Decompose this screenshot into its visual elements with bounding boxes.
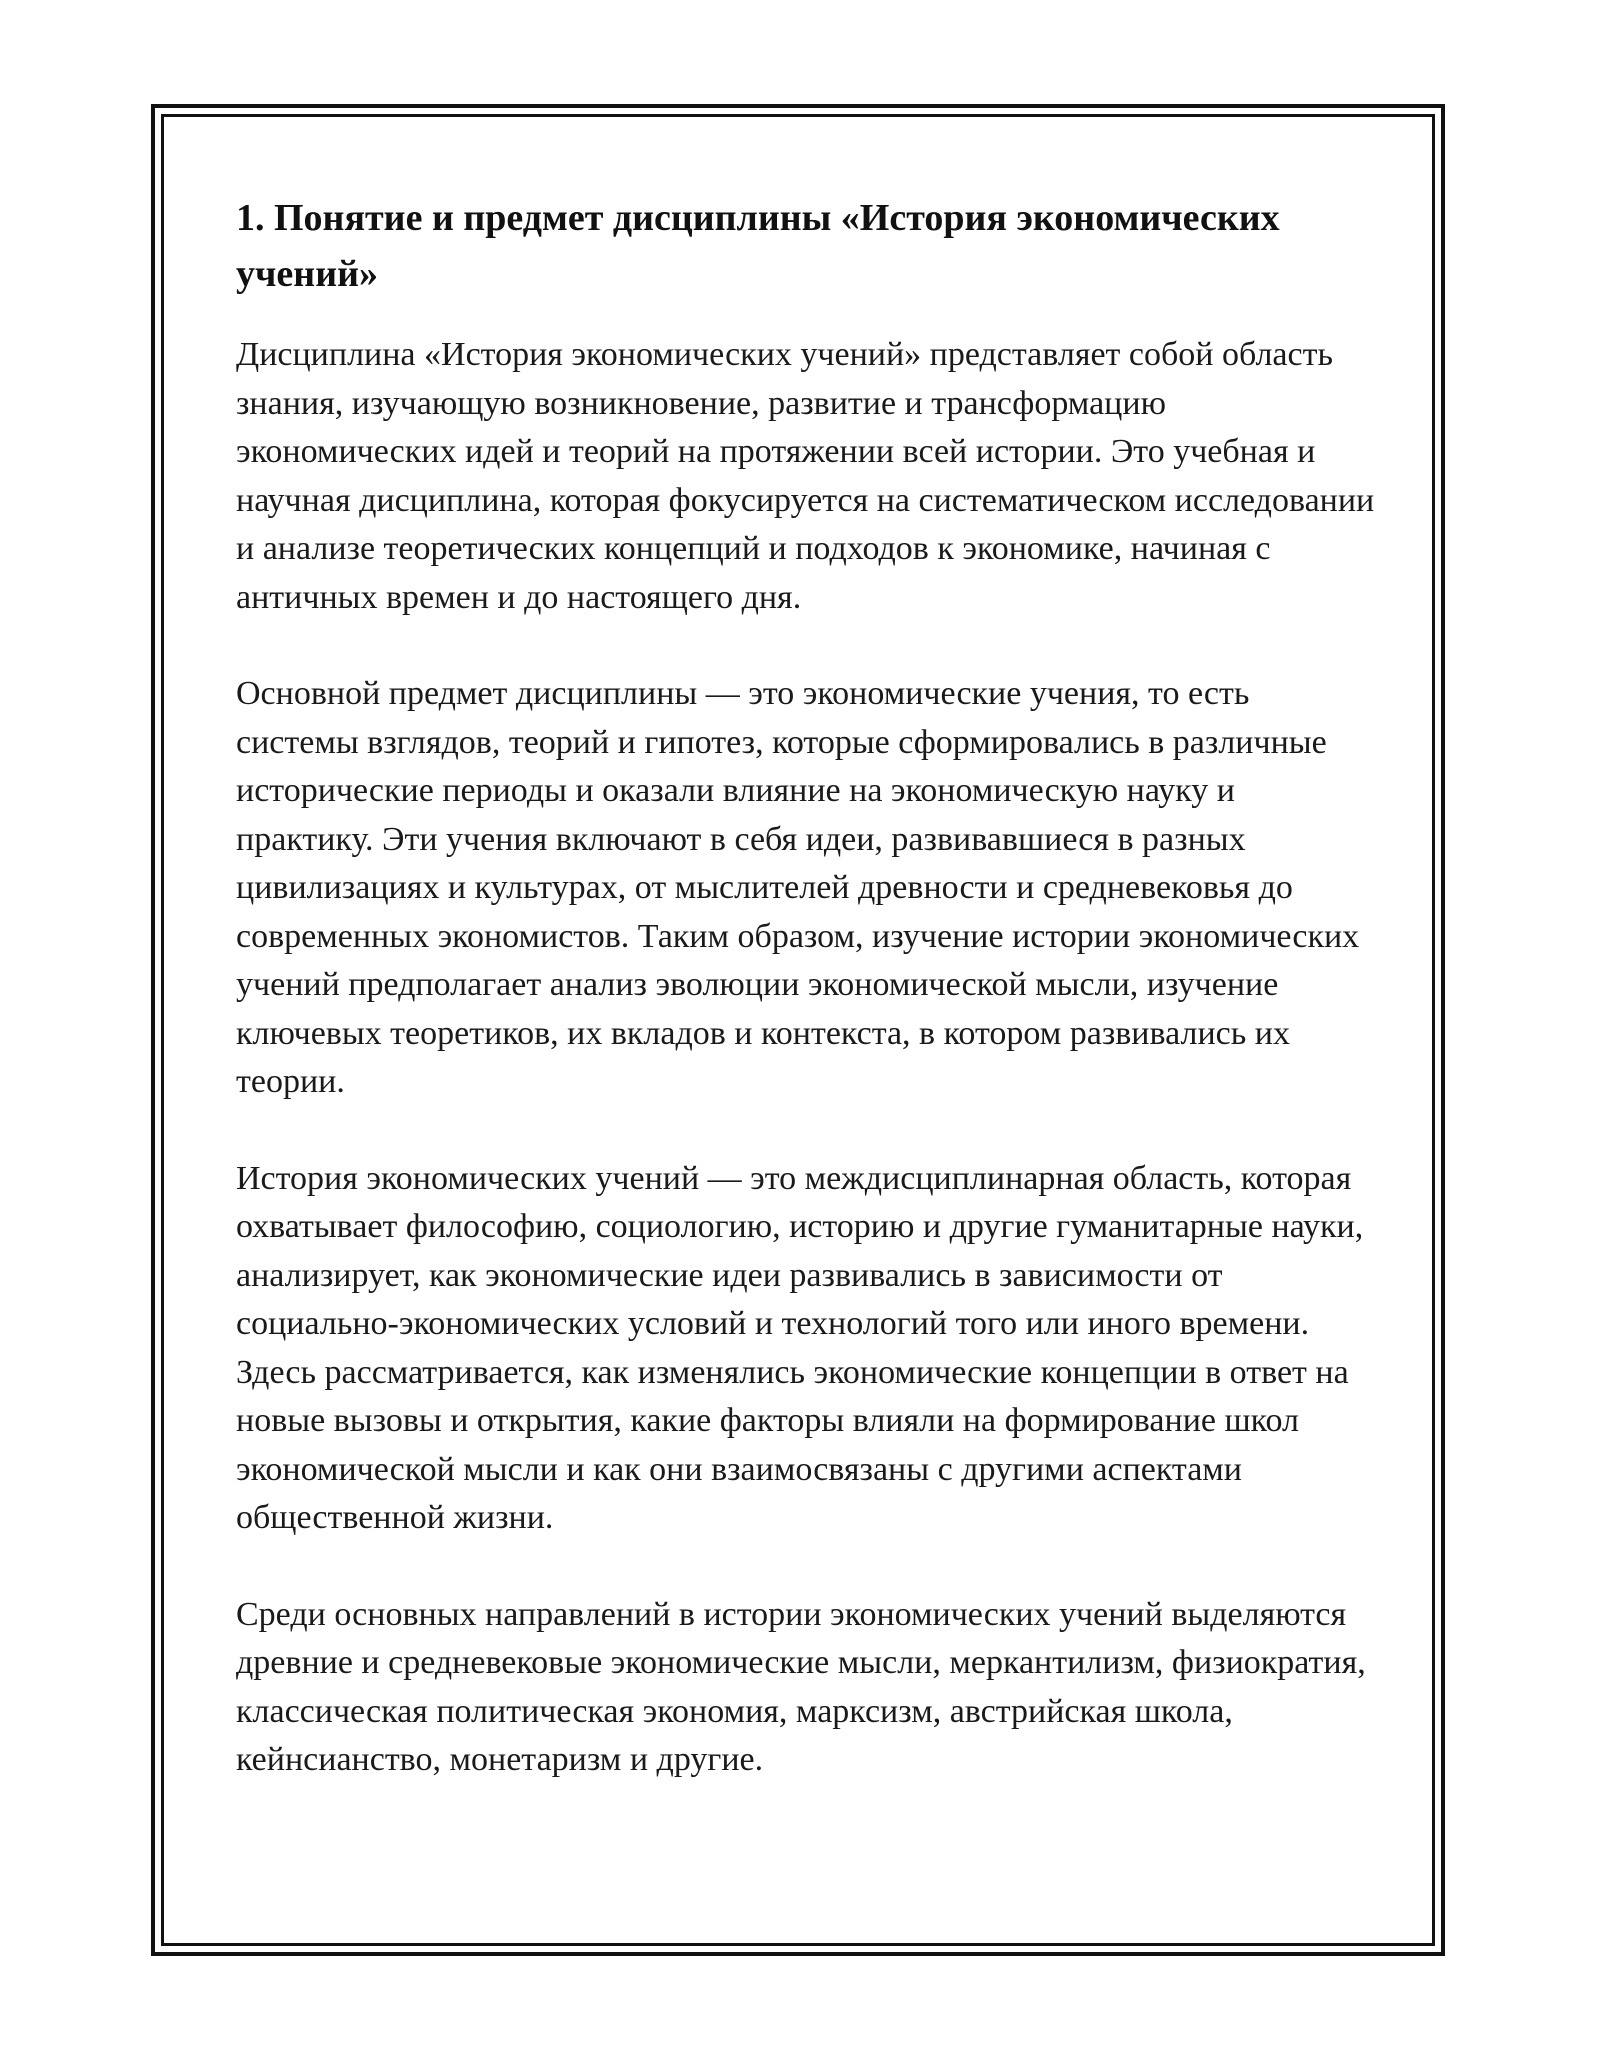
paragraph-4: Среди основных направлений в истории экономических учений выделяются древние и средневековые экономические мысли, меркантилизм, физиократия, классическая политическая экономия, марксизм, австрийская школа, кейнсианство, монетаризм и другие. — [236, 1595, 1366, 1778]
paragraph-3: История экономических учений — это междисциплинарная область, которая охватывает философию, социологию, историю и другие гуманитарные науки, анализирует, как экономические идеи развивались в зависимости от социально-экономических условий и технологий того или иного времени. Здесь рассматривается, как изменялись экономические концепции в ответ на новые вызовы и открытия, какие факторы влияли на формирование школ экономической мысли и как они взаимосвязаны с другими аспектами общественной жизни. — [236, 1159, 1364, 1536]
document-body — [236, 190, 1376, 1785]
section-heading: 1. Понятие и предмет дисциплины «История экономических учений» — [236, 197, 1280, 295]
paragraph-2: Основной предмет дисциплины — это экономические учения, то есть системы взглядов, теорий и гипотез, которые сформировались в различные исторические периоды и оказали влияние на экономическую науку и практику. Эти учения включают в себя идеи, развивавшиеся в разных цивилизациях и культурах, от мыслителей древности и средневековья до современных экономистов. Таким образом, изучение истории экономических учений предполагает анализ эволюции экономической мысли, изучение ключевых теоретиков, их вкладов и контекста, в котором развивались их теории. — [236, 675, 1360, 1100]
paragraph-1: Дисциплина «История экономических учений» представляет собой область знания, изучающую возникновение, развитие и трансформацию экономических идей и теорий на протяжении всей истории. Это учебная и научная дисциплина, которая фокусируется на систематическом исследовании и анализе теоретических концепций и подходов к экономике, начиная с античных времен и до настоящего дня. — [236, 336, 1375, 616]
